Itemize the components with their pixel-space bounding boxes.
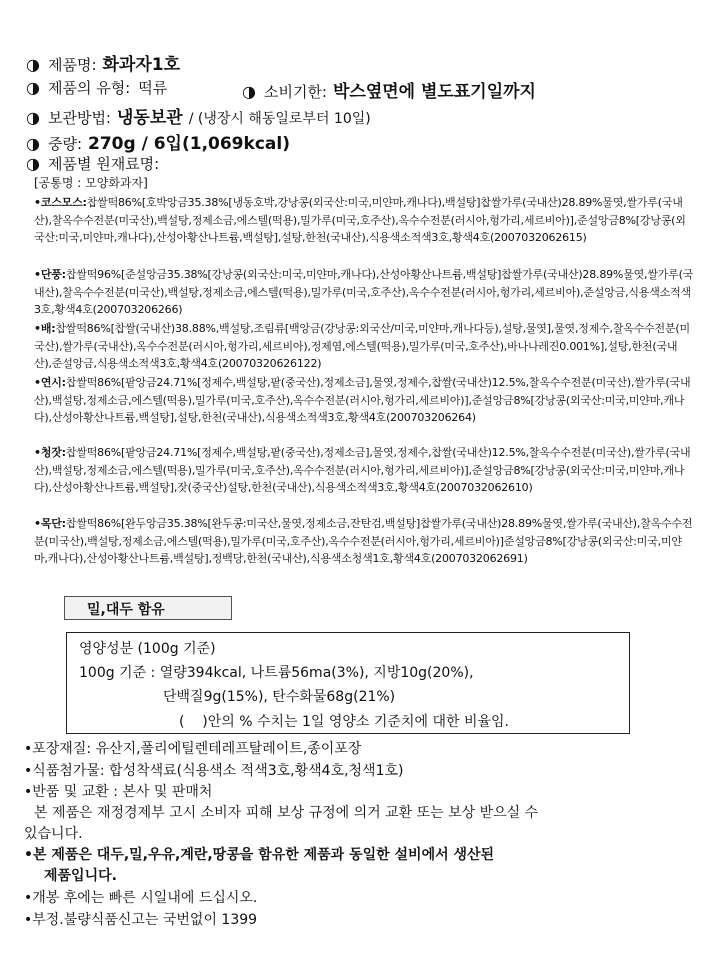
weight-value: 270g / 6입(1,069kcal) [88,134,290,154]
half-circle-bullet-icon: ◑ [26,154,40,173]
ingredient-text: 찹쌀떡96%[준설앙금35.38%[강낭콩(외국산:미국,미얀마,캐나다),산성아황산나트륨,백설탕]찹쌀가루(국내산)28.89%물엿,쌀가루(국내산),찰옥수수전분(미국산),백설탕,정제소금,에스텔(떡용),밀가루(미국,호주산),옥수수전분(러시아,헝가리,세르비아),준설앙금,식용색소적색3호,황색4호(200703206266) [34,268,694,317]
ingredient-name: •목단: [34,517,66,530]
ingredient-maple [34,266,694,319]
storage-label: 보관방법: [47,109,111,127]
storage-row [26,103,371,128]
ingredient-name: •청잣: [34,446,66,459]
half-circle-bullet-icon: ◑ [26,134,40,153]
ingredient-text: 찹쌀떡86%[찹쌀(국내산)38.88%,백설탕,조림류[백앙금(강낭콩:외국산/미국,미얀마,캐나다등),설탕,물엿],물엿,정제수,찰옥수수전분(미국산),쌀가루(국내산),옥수수전분(러시아,헝가리,세르비아),정제염,에스텔(떡용),밀가루(미국,호주산),바나나레진0.001%],설탕,한천(국내산),준설앙금,식용색소적색3호,황색4호(20070320626122) [34,322,690,371]
packaging-info: •포장재질: 유산지,폴리에틸렌테레프탈레이트,종이포장 [24,741,362,757]
expiry-value: 박스옆면에 별도표기일까지 [332,82,536,102]
product-type-value: 떡류 [138,79,168,97]
returns-detail-1: 본 제품은 재정경제부 고시 소비자 피해 보상 규정에 의거 교환 또는 보상 받으실 수 [34,805,539,821]
ingredient-text: 찹쌀떡86%[팥앙금24.71%[정제수,백설탕,팥(중국산),정제소금],물엿,정제수,찹쌀(국내산)12.5%,찰옥수수전분(미국산),쌀가루(국내산),백설탕,정제소금,에스텔(떡용),밀가루(미국,호주산),옥수수전분(러시아,헝가리,세르비아)],준설앙금8%[강낭콩(외국산:미국,미얀마,캐나다),산성아황산나트륨,백설탕],잣(중국산)설탕,한천(국내산),식용색소적색3호,황색4호(2007032062610) [34,446,691,495]
allergen-warning-2: 제품입니다. [44,868,117,884]
half-circle-bullet-icon: ◑ [242,82,256,101]
ingredient-pear [34,320,694,373]
common-name: [공통명 : 모양화과자] [34,176,148,190]
ingredient-name: •코스모스: [34,196,87,209]
product-type-row [26,77,167,98]
ingredient-name: •연시: [34,376,66,389]
ingredient-name: •배: [34,322,56,335]
weight-row [26,129,290,154]
ingredient-pine-nut [34,444,694,497]
expiry-label: 소비기한: [263,83,327,101]
ingredient-text: 찹쌀떡86%[팥앙금24.71%[정제수,백설탕,팥(중국산),정제소금],물엿,정제수,찹쌀(국내산)12.5%,찰옥수수전분(미국산),쌀가루(국내산),백설탕,정제소금,에스텔(떡용),밀가루(미국,호주산),옥수수전분(러시아,헝가리,세르비아)],준설앙금8%[강낭콩(외국산:미국,미얀마,캐나다),산성아황산나트륨,백설탕],설탕,한천(국내산),식용색소적색3호,황색4호(200703206264) [34,376,691,425]
returns-info: •반품 및 교환 : 본사 및 판매처 [24,784,213,800]
product-name-row [26,50,180,75]
half-circle-bullet-icon: ◑ [26,78,40,97]
ingredient-text: 찹쌀떡86%[완두앙금35.38%[완두콩:미국산,물엿,정제소금,잔탄검,백설탕]찹쌀가루(국내산)28.89%물엿,쌀가루(국내산),찰옥수수전분(미국산),백설탕,정제소금,에스텔(떡용),밀가루(미국,호주산),옥수수전분(러시아,헝가리,세르비아)]준설앙금8%[강낭콩(외국산:미국,미얀마,캐나다),산성아황산나트륨,백설탕],정백당,한천(국내산),식용색소청색1호,황색4호(2007032062691) [34,517,693,566]
nutrition-line-1: 100g 기준 : 열량394kcal, 나트륨56ma(3%), 지방10g(20%), [79,665,474,681]
report-info: •부정.불량식품신고는 국번없이 1399 [24,912,258,928]
ingredient-cosmos [34,194,694,247]
product-name-label: 제품명: [47,56,97,74]
nutrition-note: ( )안의 % 수치는 1일 영양소 기준치에 대한 비율임. [179,714,509,730]
nutrition-line-2: 단백질9g(15%), 탄수화물68g(21%) [163,689,396,705]
nutrition-box [66,632,630,734]
product-name-value: 화과자1호 [102,55,181,75]
ingredients-title: 제품별 원재료명: [47,155,160,173]
weight-label: 중량: [47,135,83,153]
allergen-label: 밀,대두 함유 [64,596,232,620]
returns-detail-2: 있습니다. [24,826,83,842]
additives-info: •식품첨가물: 합성착색료(식용색소 적색3호,황색4호,청색1호) [24,763,404,779]
product-type-label: 제품의 유형: [47,79,131,97]
ingredient-text: 찹쌀떡86%[호박앙금35.38%[냉동호박,강낭콩(외국산:미국,미얀마,캐나다),백설탕]찹쌀가루(국내산)28.89%물엿,쌀가루(국내산),찰옥수수전분(미국산),백설탕,정제소금,에스텔(떡용),밀가루(미국,호주산),옥수수전분(러시아,헝가리,세르비아)],준설앙금8%[강낭콩(외국산:미국,미얀마,캐나다),산성아황산나트륨,백설탕],설탕,한천(국내산),식용색소적색3호,황색4호(2007032062615) [34,196,686,245]
nutrition-title: 영양성분 (100g 기준) [79,641,216,657]
ingredients-title-row [26,153,159,174]
ingredient-peony [34,515,694,568]
storage-note: / (냉장시 해동일로부터 10일) [188,111,371,127]
consume-note: •개봉 후에는 빠른 시일내에 드십시오. [24,890,258,906]
allergen-warning-1: •본 제품은 대두,밀,우유,계란,땅콩을 함유한 제품과 동일한 설비에서 생산된 [24,847,495,863]
storage-value: 냉동보관 [116,108,183,128]
expiry-row [242,77,536,102]
half-circle-bullet-icon: ◑ [26,55,40,74]
ingredient-persimmon [34,374,694,427]
ingredient-name: •단풍: [34,268,66,281]
half-circle-bullet-icon: ◑ [26,108,40,127]
